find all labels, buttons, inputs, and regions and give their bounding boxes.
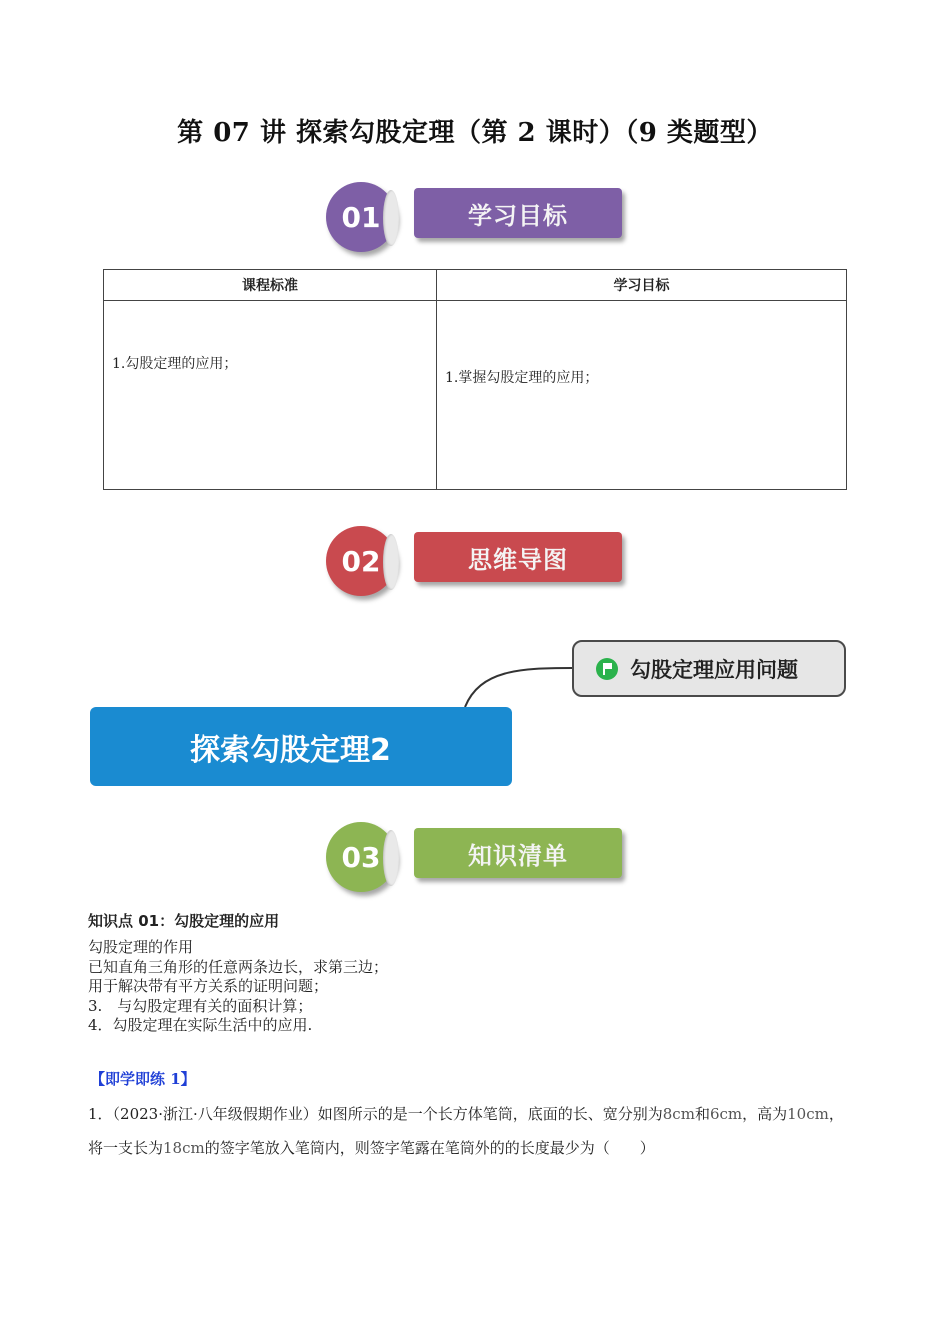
table-cell-text: 1.勾股定理的应用； xyxy=(112,356,238,372)
question-text xyxy=(88,1097,858,1165)
measure: 10cm xyxy=(787,1105,829,1123)
measure: 6cm xyxy=(709,1105,743,1123)
measure: 18cm xyxy=(163,1139,205,1157)
list-item: 3. 与勾股定理有关的面积计算； xyxy=(88,996,313,1015)
question-part: 1．（2023·浙江·八年级假期作业）如图所示的是一个长方体笔筒，底面的长、宽分别为 xyxy=(88,1105,663,1123)
table-cell-text: 1.掌握勾股定理的应用； xyxy=(445,370,599,386)
section-label: 思维导图 xyxy=(414,532,622,582)
list-item: 用于解决带有平方关系的证明问题； xyxy=(88,977,329,995)
knowledge-heading: 知识点 01：勾股定理的应用 xyxy=(88,912,280,930)
page-title: 第 07 讲 探索勾股定理（第 2 课时）（9 类题型） xyxy=(177,118,773,148)
section-number: 03 xyxy=(326,822,396,892)
practice-label: 【即学即练 1】 xyxy=(90,1070,196,1088)
flag-icon xyxy=(596,658,618,680)
section-number: 02 xyxy=(326,526,396,596)
question-part: 的签字笔放入笔筒内，则签字笔露在笔筒外的的长度最少为（ ） xyxy=(204,1139,655,1157)
section-label: 知识清单 xyxy=(414,828,622,878)
section-label: 学习目标 xyxy=(414,188,622,238)
question-part: ，高为 xyxy=(742,1105,788,1123)
knowledge-list xyxy=(88,938,388,1036)
list-item: 已知直角三角形的任意两条边长，求第三边； xyxy=(88,957,389,976)
mindmap-branch-node xyxy=(572,640,846,697)
measure: 8cm xyxy=(662,1105,695,1123)
mindmap-branch-label: 勾股定理应用问题 xyxy=(630,657,798,682)
section-badge-knowledge xyxy=(320,816,630,896)
list-item: 4．勾股定理在实际生活中的应用. xyxy=(88,1016,313,1034)
section-number: 01 xyxy=(326,182,396,252)
table-header: 学习目标 xyxy=(437,270,847,301)
mindmap-main-node xyxy=(90,707,512,786)
mindmap-main-label: 探索勾股定理2 xyxy=(190,732,391,768)
table-header: 课程标准 xyxy=(104,270,437,301)
question-part: 和 xyxy=(694,1105,710,1123)
question-part: ，将一支长为 xyxy=(88,1105,844,1157)
list-item: 勾股定理的作用 xyxy=(88,938,194,956)
